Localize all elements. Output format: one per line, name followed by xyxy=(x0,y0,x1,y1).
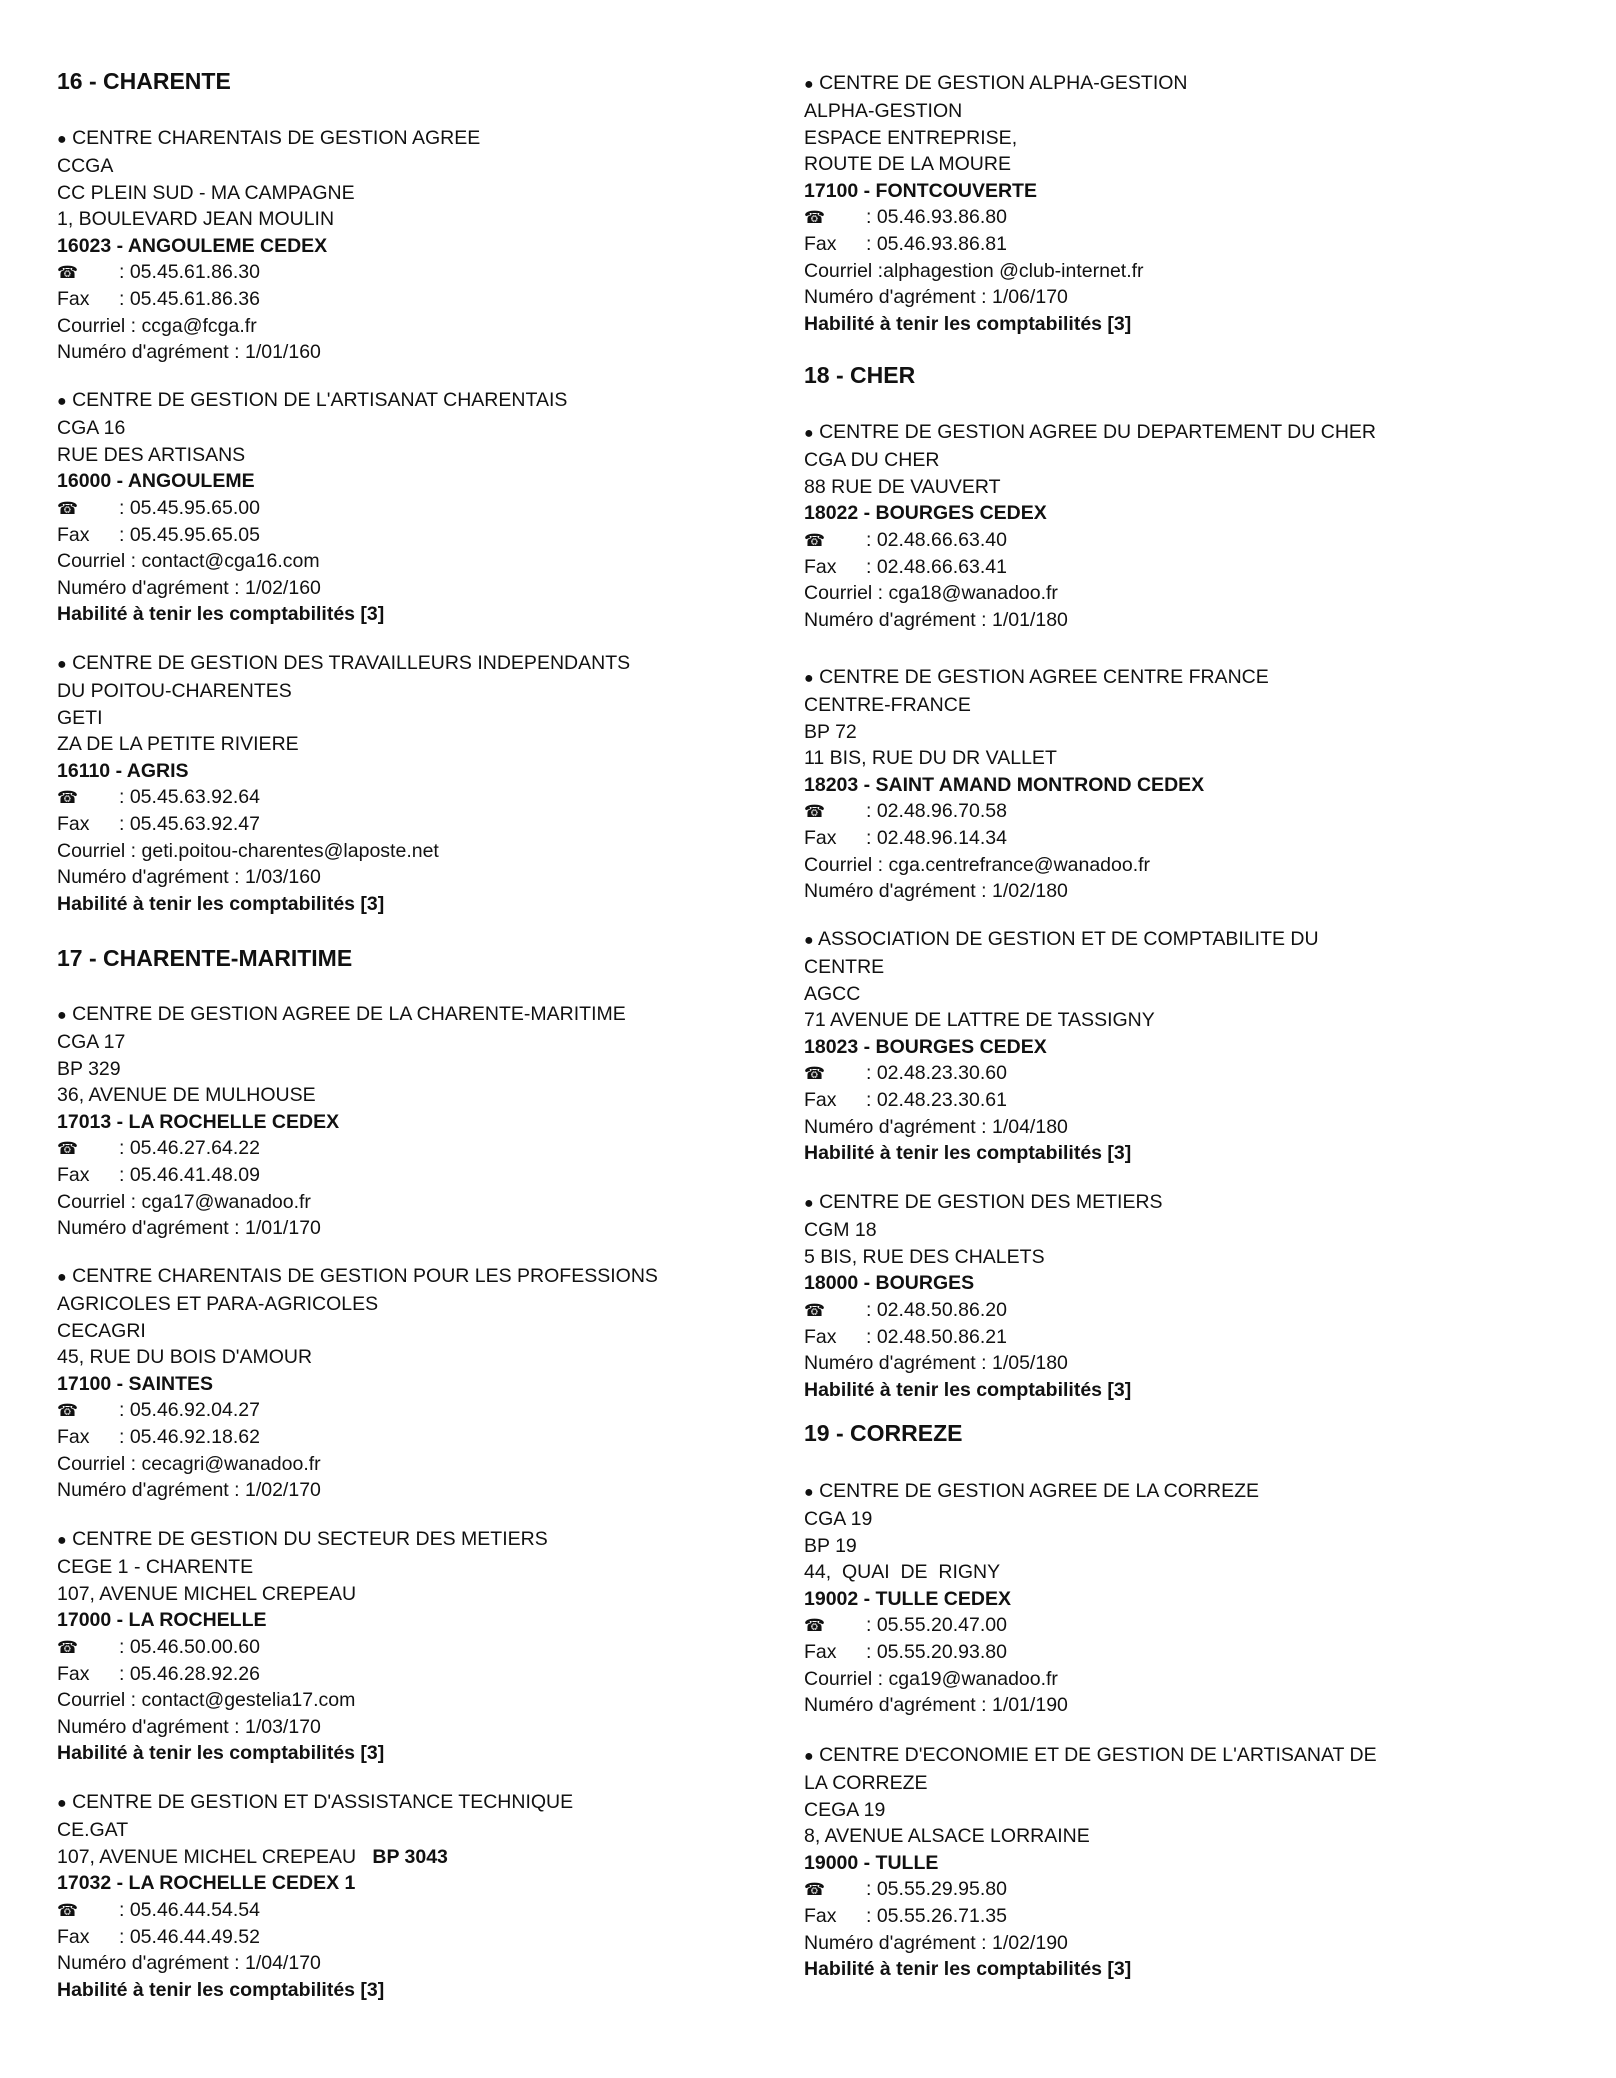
city-line: 16000 - ANGOULEME xyxy=(57,470,255,493)
accounting-authorization: Habilité à tenir les comptabilités [3] xyxy=(57,603,385,626)
phone-line xyxy=(804,204,1564,231)
phone-number: : 05.45.63.92.64 xyxy=(119,786,260,809)
telephone-icon: ☎ xyxy=(804,530,826,550)
city-line: 17100 - SAINTES xyxy=(57,1372,214,1395)
fax-line xyxy=(804,1087,1564,1113)
telephone-icon: ☎ xyxy=(804,1064,826,1084)
fax-line xyxy=(804,231,1564,257)
fax-line xyxy=(57,522,817,548)
entry-name-text: CENTRE DE GESTION DU SECTEUR DES METIERS xyxy=(72,1528,548,1550)
email-line: Courriel : contact@gestelia17.com xyxy=(57,1689,356,1712)
telephone-icon: ☎ xyxy=(804,1300,826,1320)
entry-name xyxy=(57,387,817,415)
fax-label: Fax xyxy=(804,233,837,256)
city-line: 16110 - AGRIS xyxy=(57,759,189,782)
fax-label: Fax xyxy=(57,524,90,547)
approval-number: Numéro d'agrément : 1/04/180 xyxy=(804,1115,1068,1138)
section-title: 17 - CHARENTE-MARITIME xyxy=(57,945,353,971)
fax-line xyxy=(57,811,817,837)
directory-entry xyxy=(804,1478,1564,1719)
city-line: 19000 - TULLE xyxy=(804,1851,939,1874)
bullet-icon: ● xyxy=(57,1007,67,1024)
directory-entry xyxy=(57,387,817,628)
phone-line xyxy=(57,1397,817,1424)
phone-number: : 05.45.61.86.30 xyxy=(119,261,260,284)
fax-label: Fax xyxy=(57,1426,90,1449)
directory-entry xyxy=(57,1789,817,2003)
accounting-authorization: Habilité à tenir les comptabilités [3] xyxy=(57,892,385,915)
fax-line xyxy=(804,825,1564,851)
city-line: 18203 - SAINT AMAND MONTROND CEDEX xyxy=(804,773,1205,796)
entry-name-text: CENTRE DE GESTION ALPHA-GESTION xyxy=(819,72,1188,94)
fax-label: Fax xyxy=(804,1641,837,1664)
phone-number: : 02.48.50.86.20 xyxy=(866,1298,1007,1321)
directory-entry xyxy=(57,1526,817,1767)
city-line: 17013 - LA ROCHELLE CEDEX xyxy=(57,1110,340,1133)
email-line: Courriel : cga.centrefrance@wanadoo.fr xyxy=(804,853,1151,876)
entry-name xyxy=(57,1789,817,1817)
approval-number: Numéro d'agrément : 1/01/190 xyxy=(804,1694,1068,1717)
accounting-authorization: Habilité à tenir les comptabilités [3] xyxy=(804,312,1132,335)
address-line: 11 BIS, RUE DU DR VALLET xyxy=(804,747,1057,770)
accounting-authorization: Habilité à tenir les comptabilités [3] xyxy=(57,1742,385,1765)
address-line: BP 329 xyxy=(57,1057,121,1080)
telephone-icon: ☎ xyxy=(804,1616,826,1636)
address-line: 88 RUE DE VAUVERT xyxy=(804,475,1001,498)
entry-name-text: CENTRE CHARENTAIS DE GESTION POUR LES PROFESSIONS xyxy=(72,1265,658,1287)
address-line: CGM 18 xyxy=(804,1219,877,1242)
fax-number: : 05.45.61.86.36 xyxy=(119,288,260,311)
phone-line xyxy=(804,527,1564,554)
phone-number: : 02.48.23.30.60 xyxy=(866,1062,1007,1085)
entry-name xyxy=(804,70,1564,98)
fax-number: : 02.48.96.14.34 xyxy=(866,827,1007,850)
directory-entry xyxy=(804,664,1564,905)
fax-label: Fax xyxy=(804,1089,837,1112)
bullet-icon: ● xyxy=(57,1269,67,1286)
telephone-icon: ☎ xyxy=(57,1401,79,1421)
directory-entry xyxy=(804,1742,1564,1983)
directory-entry xyxy=(57,650,817,917)
fax-line xyxy=(804,554,1564,580)
phone-number: : 05.46.93.86.80 xyxy=(866,206,1007,229)
fax-number: : 05.55.20.93.80 xyxy=(866,1641,1007,1664)
directory-entry xyxy=(804,70,1564,337)
phone-number: : 02.48.96.70.58 xyxy=(866,800,1007,823)
approval-number: Numéro d'agrément : 1/01/170 xyxy=(57,1217,321,1240)
fax-label: Fax xyxy=(57,288,90,311)
entry-name-continued: CENTRE xyxy=(804,956,885,979)
entry-name-text: CENTRE DE GESTION DE L'ARTISANAT CHARENTAIS xyxy=(72,389,568,411)
entry-name-text: ASSOCIATION DE GESTION ET DE COMPTABILITE DU xyxy=(818,928,1319,950)
fax-label: Fax xyxy=(804,556,837,579)
fax-number: : 05.46.28.92.26 xyxy=(119,1663,260,1686)
telephone-icon: ☎ xyxy=(57,498,79,518)
fax-number: : 02.48.23.30.61 xyxy=(866,1089,1007,1112)
entry-name-text: CENTRE DE GESTION AGREE DE LA CORREZE xyxy=(819,1480,1260,1502)
entry-name xyxy=(57,1526,817,1554)
phone-line xyxy=(804,1876,1564,1903)
section-title: 16 - CHARENTE xyxy=(57,68,231,94)
address-line: 45, RUE DU BOIS D'AMOUR xyxy=(57,1346,313,1369)
fax-number: : 05.46.41.48.09 xyxy=(119,1164,260,1187)
phone-line xyxy=(57,1135,817,1162)
entry-name-text: CENTRE DE GESTION AGREE CENTRE FRANCE xyxy=(819,666,1269,688)
address-line: CGA DU CHER xyxy=(804,449,940,472)
phone-line xyxy=(57,784,817,811)
accounting-authorization: Habilité à tenir les comptabilités [3] xyxy=(804,1142,1132,1165)
approval-number: Numéro d'agrément : 1/06/170 xyxy=(804,286,1068,309)
fax-number: : 05.45.95.65.05 xyxy=(119,524,260,547)
bullet-icon: ● xyxy=(804,932,814,949)
entry-name-text: CENTRE D'ECONOMIE ET DE GESTION DE L'ARTISANAT DE xyxy=(819,1744,1377,1766)
email-line: Courriel : cga18@wanadoo.fr xyxy=(804,582,1058,605)
directory-entry xyxy=(804,1189,1564,1403)
address-line: CE.GAT xyxy=(57,1819,129,1842)
section-title: 19 - CORREZE xyxy=(804,1420,963,1446)
email-line: Courriel : cga17@wanadoo.fr xyxy=(57,1190,311,1213)
entry-name-text: CENTRE CHARENTAIS DE GESTION AGREE xyxy=(72,127,481,149)
bullet-icon: ● xyxy=(804,425,814,442)
city-line: 17000 - LA ROCHELLE xyxy=(57,1609,267,1632)
telephone-icon: ☎ xyxy=(804,802,826,822)
address-line: ALPHA-GESTION xyxy=(804,100,963,123)
approval-number: Numéro d'agrément : 1/02/170 xyxy=(57,1479,321,1502)
telephone-icon: ☎ xyxy=(57,1637,79,1657)
entry-name-continued: DU POITOU-CHARENTES xyxy=(57,680,292,703)
accounting-authorization: Habilité à tenir les comptabilités [3] xyxy=(804,1958,1132,1981)
fax-number: : 05.45.63.92.47 xyxy=(119,813,260,836)
city-line: 19002 - TULLE CEDEX xyxy=(804,1587,1011,1610)
directory-entry xyxy=(804,419,1564,633)
directory-entry xyxy=(57,1263,817,1504)
phone-line xyxy=(57,1897,817,1924)
fax-label: Fax xyxy=(57,1926,90,1949)
entry-name-continued: AGRICOLES ET PARA-AGRICOLES xyxy=(57,1293,379,1316)
fax-line xyxy=(57,1162,817,1188)
address-line: CGA 16 xyxy=(57,417,126,440)
fax-line xyxy=(57,1661,817,1687)
address-line: CECAGRI xyxy=(57,1319,146,1342)
entry-name-text: CENTRE DE GESTION DES TRAVAILLEURS INDEPENDANTS xyxy=(72,652,631,674)
address-line xyxy=(57,1844,817,1870)
address-line: CENTRE-FRANCE xyxy=(804,694,971,717)
city-line: 17032 - LA ROCHELLE CEDEX 1 xyxy=(57,1872,356,1895)
bullet-icon: ● xyxy=(57,1795,67,1812)
approval-number: Numéro d'agrément : 1/04/170 xyxy=(57,1952,321,1975)
fax-line xyxy=(804,1324,1564,1350)
address-line: CEGA 19 xyxy=(804,1798,886,1821)
fax-line xyxy=(57,1924,817,1950)
phone-number: : 02.48.66.63.40 xyxy=(866,528,1007,551)
address-text: 107, AVENUE MICHEL CREPEAU xyxy=(57,1845,373,1868)
entry-name xyxy=(804,664,1564,692)
address-line: 8, AVENUE ALSACE LORRAINE xyxy=(804,1825,1090,1848)
city-line: 16023 - ANGOULEME CEDEX xyxy=(57,234,328,257)
fax-line xyxy=(57,1424,817,1450)
fax-label: Fax xyxy=(57,1663,90,1686)
approval-number: Numéro d'agrément : 1/02/160 xyxy=(57,576,321,599)
telephone-icon: ☎ xyxy=(804,208,826,228)
address-line: AGCC xyxy=(804,982,861,1005)
email-line: Courriel : geti.poitou-charentes@laposte.net xyxy=(57,839,439,862)
email-line: Courriel : cga19@wanadoo.fr xyxy=(804,1667,1058,1690)
fax-number: : 05.46.93.86.81 xyxy=(866,233,1007,256)
entry-name xyxy=(57,1263,817,1291)
entry-name xyxy=(804,926,1564,954)
accounting-authorization: Habilité à tenir les comptabilités [3] xyxy=(804,1378,1132,1401)
approval-number: Numéro d'agrément : 1/02/180 xyxy=(804,880,1068,903)
email-line: Courriel :alphagestion @club-internet.fr xyxy=(804,259,1144,282)
entry-name xyxy=(804,419,1564,447)
address-line: CGA 17 xyxy=(57,1031,126,1054)
address-line: ESPACE ENTREPRISE, xyxy=(804,126,1018,149)
address-line: ZA DE LA PETITE RIVIERE xyxy=(57,733,299,756)
address-line: RUE DES ARTISANS xyxy=(57,443,246,466)
address-line: 5 BIS, RUE DES CHALETS xyxy=(804,1245,1045,1268)
email-line: Courriel : contact@cga16.com xyxy=(57,550,320,573)
entry-name-text: CENTRE DE GESTION AGREE DE LA CHARENTE-MARITIME xyxy=(72,1003,626,1025)
telephone-icon: ☎ xyxy=(57,263,79,283)
approval-number: Numéro d'agrément : 1/01/160 xyxy=(57,341,321,364)
bullet-icon: ● xyxy=(57,131,67,148)
address-line: 1, BOULEVARD JEAN MOULIN xyxy=(57,208,335,231)
postal-box: BP 3043 xyxy=(372,1845,448,1868)
entry-name xyxy=(57,125,817,153)
phone-line xyxy=(804,1060,1564,1087)
entry-name-text: CENTRE DE GESTION AGREE DU DEPARTEMENT DU CHER xyxy=(819,421,1377,443)
address-line: 107, AVENUE MICHEL CREPEAU xyxy=(57,1582,357,1605)
address-line: BP 72 xyxy=(804,720,857,743)
bullet-icon: ● xyxy=(804,670,814,687)
directory-entry xyxy=(804,926,1564,1167)
fax-number: : 02.48.66.63.41 xyxy=(866,556,1007,579)
fax-line xyxy=(804,1903,1564,1929)
fax-label: Fax xyxy=(57,1164,90,1187)
entry-name xyxy=(57,1001,817,1029)
approval-number: Numéro d'agrément : 1/03/160 xyxy=(57,866,321,889)
bullet-icon: ● xyxy=(804,76,814,93)
fax-label: Fax xyxy=(57,813,90,836)
phone-number: : 05.46.92.04.27 xyxy=(119,1399,260,1422)
city-line: 18000 - BOURGES xyxy=(804,1272,975,1295)
fax-label: Fax xyxy=(804,1905,837,1928)
bullet-icon: ● xyxy=(57,1532,67,1549)
phone-number: : 05.45.95.65.00 xyxy=(119,496,260,519)
entry-name-continued: LA CORREZE xyxy=(804,1772,928,1795)
entry-name-text: CENTRE DE GESTION DES METIERS xyxy=(819,1191,1163,1213)
bullet-icon: ● xyxy=(804,1484,814,1501)
telephone-icon: ☎ xyxy=(57,1900,79,1920)
phone-number: : 05.55.20.47.00 xyxy=(866,1614,1007,1637)
bullet-icon: ● xyxy=(804,1748,814,1765)
fax-line xyxy=(804,1639,1564,1665)
phone-line xyxy=(57,1634,817,1661)
address-line: 36, AVENUE DE MULHOUSE xyxy=(57,1084,316,1107)
phone-number: : 05.55.29.95.80 xyxy=(866,1878,1007,1901)
directory-entry xyxy=(57,1001,817,1242)
phone-line xyxy=(57,495,817,522)
approval-number: Numéro d'agrément : 1/03/170 xyxy=(57,1715,321,1738)
phone-line xyxy=(804,1612,1564,1639)
address-line: CC PLEIN SUD - MA CAMPAGNE xyxy=(57,181,355,204)
entry-name xyxy=(804,1742,1564,1770)
fax-number: : 05.55.26.71.35 xyxy=(866,1905,1007,1928)
city-line: 18023 - BOURGES CEDEX xyxy=(804,1035,1047,1058)
phone-number: : 05.46.27.64.22 xyxy=(119,1137,260,1160)
entry-name-text: CENTRE DE GESTION ET D'ASSISTANCE TECHNIQUE xyxy=(72,1791,574,1813)
entry-name xyxy=(804,1478,1564,1506)
phone-number: : 05.46.50.00.60 xyxy=(119,1635,260,1658)
fax-number: : 02.48.50.86.21 xyxy=(866,1326,1007,1349)
telephone-icon: ☎ xyxy=(57,1139,79,1159)
directory-entry xyxy=(57,125,817,366)
email-line: Courriel : cecagri@wanadoo.fr xyxy=(57,1452,321,1475)
phone-line xyxy=(804,1297,1564,1324)
phone-line xyxy=(57,259,817,286)
address-line: 71 AVENUE DE LATTRE DE TASSIGNY xyxy=(804,1009,1155,1032)
phone-line xyxy=(804,798,1564,825)
section-title: 18 - CHER xyxy=(804,362,916,388)
fax-label: Fax xyxy=(804,1326,837,1349)
city-line: 18022 - BOURGES CEDEX xyxy=(804,502,1047,525)
telephone-icon: ☎ xyxy=(57,788,79,808)
fax-number: : 05.46.44.49.52 xyxy=(119,1926,260,1949)
fax-number: : 05.46.92.18.62 xyxy=(119,1426,260,1449)
address-line: CGA 19 xyxy=(804,1508,873,1531)
entry-name xyxy=(57,650,817,678)
address-line: CEGE 1 - CHARENTE xyxy=(57,1556,254,1579)
phone-number: : 05.46.44.54.54 xyxy=(119,1898,260,1921)
address-line: 44, QUAI DE RIGNY xyxy=(804,1561,1001,1584)
fax-label: Fax xyxy=(804,827,837,850)
address-line: CCGA xyxy=(57,155,114,178)
email-line: Courriel : ccga@fcga.fr xyxy=(57,314,257,337)
accounting-authorization: Habilité à tenir les comptabilités [3] xyxy=(57,1978,385,2001)
entry-name xyxy=(804,1189,1564,1217)
bullet-icon: ● xyxy=(57,393,67,410)
bullet-icon: ● xyxy=(57,656,67,673)
bullet-icon: ● xyxy=(804,1195,814,1212)
address-line: GETI xyxy=(57,706,103,729)
address-line: BP 19 xyxy=(804,1534,857,1557)
address-line: ROUTE DE LA MOURE xyxy=(804,153,1011,176)
telephone-icon: ☎ xyxy=(804,1880,826,1900)
city-line: 17100 - FONTCOUVERTE xyxy=(804,179,1037,202)
fax-line xyxy=(57,286,817,312)
approval-number: Numéro d'agrément : 1/05/180 xyxy=(804,1352,1068,1375)
approval-number: Numéro d'agrément : 1/01/180 xyxy=(804,608,1068,631)
approval-number: Numéro d'agrément : 1/02/190 xyxy=(804,1931,1068,1954)
